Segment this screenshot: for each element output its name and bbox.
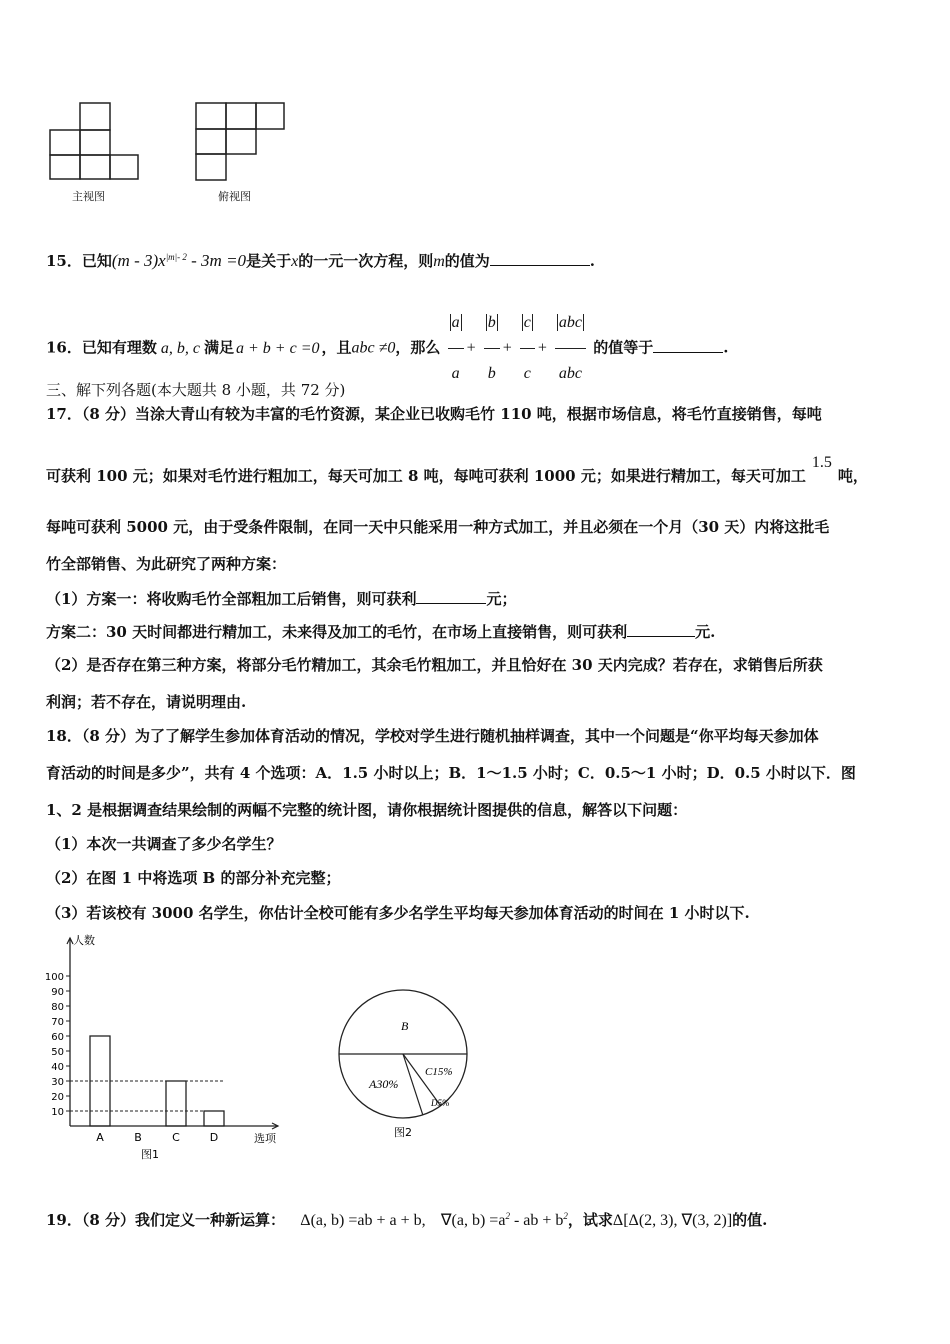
- question-19: 19．（8 分）我们定义一种新运算： Δ(a, b) =ab + a + b, ∇(a, $b) =a^2$ - ab + $b^2$，试求Δ[Δ(2, 3), ∇(3, 2)]的值.: [46, 1211, 768, 1229]
- fraction-c: $\frac{c}{c}$: [520, 298, 535, 399]
- question-17-line5: （1）方案一：将收购毛竹全部粗加工后销售，则可获利 元；: [46, 590, 517, 608]
- x-tick-label: A: [96, 1131, 104, 1144]
- x-tick-label: B: [134, 1131, 142, 1144]
- y-tick-label: 70: [51, 1017, 64, 1028]
- question-17-line4: 竹全部销售、为此研究了两种方案：: [46, 555, 287, 573]
- fraction-b: $\frac{b}{b}$: [484, 298, 500, 399]
- bar-chart-figure1: [40, 928, 300, 1168]
- answer-blank[interactable]: [490, 250, 590, 266]
- x-tick-label: C: [172, 1131, 180, 1144]
- top-view-label: 俯视图: [218, 190, 251, 203]
- question-17-line3: 每吨可获利 5000 元，由于受条件限制，在同一天中只能采用一种方式加工，并且必须在一个月（30 天）内将这批毛: [46, 518, 830, 536]
- question-18-line1: 18．（8 分）为了了解学生参加体育活动的情况，学校对学生进行随机抽样调查，其中一个问题是“你平均每天参加体: [46, 727, 819, 745]
- chart-title: 图2: [394, 1126, 412, 1139]
- fraction-abc: $\frac{\text{abc}}{\text{abc}}$: [555, 298, 586, 399]
- slice-border: [403, 1054, 423, 1115]
- question-18-line2: 育活动的时间是多少”，共有 4 个选项：A．1.5 小时以上；B．1～1.5 小时；C．0.5～1 小时；D．0.5 小时以下．图: [46, 764, 856, 782]
- front-view-label: 主视图: [72, 190, 105, 203]
- y-tick-label: 80: [51, 1002, 64, 1013]
- bar: [204, 1111, 224, 1126]
- y-tick-label: 100: [44, 972, 64, 983]
- bar: [166, 1081, 186, 1126]
- question-15: 15．已知$(m - 3)x^{|m|- 2} - 3m =0$是关于x的一元一次方程，则m的值为 .: [46, 251, 596, 270]
- slice-label-c: C15%: [425, 1066, 453, 1078]
- question-17-line7: （2）是否存在第三种方案，将部分毛竹精加工，其余毛竹粗加工，并且恰好在 30 天内完成？若存在，求销售后所获: [46, 656, 823, 674]
- question-17-line6: 方案二：30 天时间都进行精加工，未来得及加工的毛竹，在市场上直接销售，则可获利 元.: [46, 623, 716, 641]
- answer-blank[interactable]: [627, 621, 695, 637]
- question-16: 16．已知有理数 a, b, c 满足 a + b + c =0 ，且abc ≠0，那么 $\frac{a}{a}$ + $\frac{b}{b}$ + $\frac{c}{c}$ + $\frac{\text{abc}}{\text{abc}}$ 的值等于 .: [46, 298, 728, 399]
- x-axis-label: 选项: [254, 1132, 276, 1145]
- slice-label-b: B: [401, 1019, 409, 1033]
- answer-blank[interactable]: [653, 337, 723, 353]
- y-tick-label: 60: [51, 1032, 64, 1043]
- slice-label-d: D5%: [431, 1098, 450, 1108]
- y-tick-label: 10: [51, 1107, 64, 1118]
- y-tick-label: 90: [51, 987, 64, 998]
- y-axis-label: 人数: [73, 934, 95, 947]
- answer-blank[interactable]: [416, 588, 486, 604]
- x-tick-label: D: [209, 1131, 219, 1144]
- question-18-line3: 1、2 是根据调查结果绘制的两幅不完整的统计图，请你根据统计图提供的信息，解答以下问题：: [46, 801, 688, 819]
- question-18-sub3: （3）若该校有 3000 名学生，你估计全校可能有多少名学生平均每天参加体育活动的时间在 1 小时以下.: [46, 904, 750, 922]
- y-tick-label: 20: [51, 1092, 64, 1103]
- slice-label-a: A30%: [369, 1077, 399, 1091]
- question-17-line8: 利润；若不存在，请说明理由.: [46, 693, 247, 711]
- question-17-line1: 17．（8 分）当涂大青山有较为丰富的毛竹资源，某企业已收购毛竹 110 吨，根据市场信息，将毛竹直接销售，每吨: [46, 405, 822, 423]
- y-tick-label: 50: [51, 1047, 64, 1058]
- question-17-line2: 可获利 100 元；如果对毛竹进行粗加工，每天可加工 8 吨，每吨可获利 1000 元；如果进行精加工，每天可加工1.5吨，: [46, 454, 868, 485]
- question-18-sub1: （1）本次一共调查了多少名学生？: [46, 835, 282, 853]
- y-tick-label: 40: [51, 1062, 64, 1073]
- y-tick-label: 30: [51, 1077, 64, 1088]
- chart-title: 图1: [141, 1148, 159, 1161]
- fraction-a: $\frac{a}{a}$: [448, 298, 464, 399]
- section-title: 三、解下列各题(本大题共 8 小题，共 72 分): [46, 381, 346, 399]
- pie-chart-figure2: [335, 982, 475, 1147]
- question-18-sub2: （2）在图 1 中将选项 B 的部分补充完整；: [46, 869, 341, 887]
- top-view-figure: [190, 96, 290, 188]
